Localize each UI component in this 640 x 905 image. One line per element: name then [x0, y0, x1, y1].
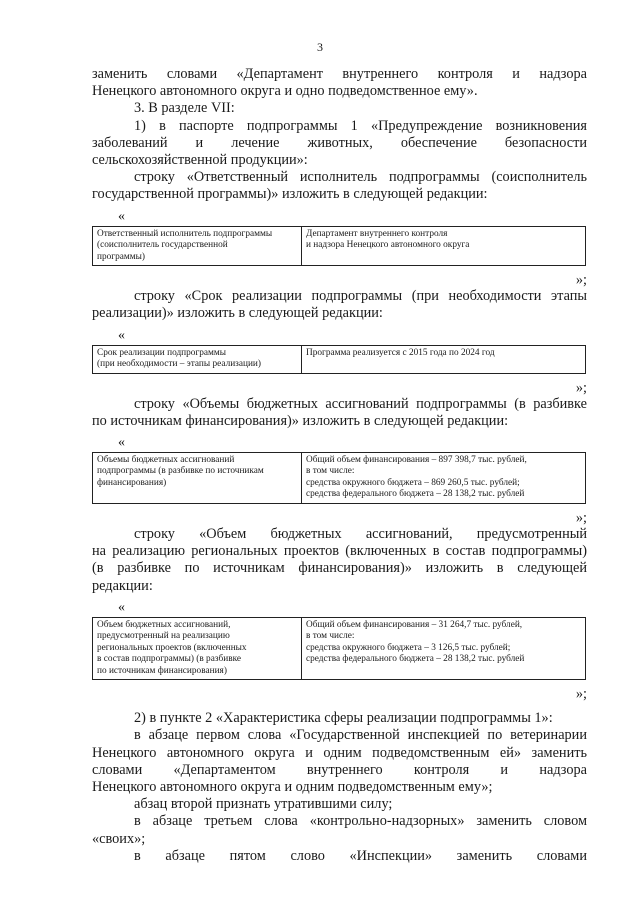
cell-line: Срок реализации подпрограммы: [97, 347, 227, 358]
cell-line: средства окружного бюджета – 869 260,5 тыс. рублей;: [306, 477, 520, 488]
text-line: 2) в пункте 2 «Характеристика сферы реализации подпрограммы 1»:: [134, 710, 553, 727]
text-line: абзац второй признать утратившими силу;: [134, 796, 393, 813]
text-line: строку «Объемы бюджетных ассигнований подпрограммы (в разбивке: [134, 395, 587, 412]
opening-quote: «: [118, 327, 125, 343]
table-cell-right: [302, 452, 586, 503]
table-responsible-executor: [92, 226, 586, 267]
cell-line: в том числе:: [306, 466, 355, 477]
cell-line: (при необходимости – этапы реализации): [97, 359, 261, 370]
table-implementation-period: [92, 345, 586, 374]
text-line: строку «Объем бюджетных ассигнований, предусмотренный: [134, 525, 587, 542]
text-line: строку «Ответственный исполнитель подпрограммы (соисполнитель: [134, 169, 587, 186]
cell-line: Объем бюджетных ассигнований,: [97, 619, 231, 630]
text-line: на реализацию региональных проектов (включенных в состав подпрограммы): [92, 543, 587, 560]
text-line: 3. В разделе VII:: [134, 100, 235, 117]
text-line: в абзаце пятом слово «Инспекции» заменить словами: [134, 847, 587, 864]
cell-line: финансирования): [97, 477, 167, 488]
opening-quote: «: [118, 208, 125, 224]
cell-line: средства федерального бюджета – 28 138,2 тыс. рублей: [306, 654, 525, 665]
cell-line: Департамент внутреннего контроля: [306, 228, 448, 239]
text-line: редакции:: [92, 577, 153, 594]
text-line: реализации)» изложить в следующей редакции:: [92, 305, 383, 322]
cell-line: Объемы бюджетных ассигнований: [97, 454, 235, 465]
text-line: заменить словами «Департамент внутреннего контроля и надзора: [92, 66, 587, 82]
table-cell-right: [302, 226, 586, 266]
cell-line: средства федерального бюджета – 28 138,2 тыс. рублей: [306, 489, 525, 500]
table-cell-right: [302, 617, 586, 680]
cell-line: региональных проектов (включенных: [97, 642, 247, 653]
text-line: государственной программы)» изложить в следующей редакции:: [92, 186, 488, 203]
text-line: строку «Срок реализации подпрограммы (при необходимости этапы: [134, 288, 587, 305]
cell-line: предусмотренный на реализацию: [97, 631, 230, 642]
cell-line: и надзора Ненецкого автономного округа: [306, 240, 470, 251]
text-line: Ненецкого автономного округа и одно подведомственное ему».: [92, 83, 478, 100]
document-body: [92, 66, 587, 865]
table-cell-right: [302, 345, 586, 373]
cell-line: в том числе:: [306, 631, 355, 642]
text-line: (в разбивке по источникам финансирования)» изложить в следующей: [92, 560, 587, 577]
table-budget-allocations: [92, 452, 586, 504]
text-line: в абзаце третьем слова «контрольно-надзорных» заменить словом: [134, 813, 587, 830]
text-line: «своих»;: [92, 830, 146, 847]
opening-quote: «: [118, 599, 125, 615]
cell-line: подпрограммы (в разбивке по источникам: [97, 466, 264, 477]
cell-line: средства окружного бюджета – 3 126,5 тыс. рублей;: [306, 642, 511, 653]
cell-line: (соисполнитель государственной: [97, 240, 228, 251]
cell-line: Программа реализуется с 2015 года по 2024 год: [306, 347, 495, 358]
text-line: в абзаце первом слова «Государственной инспекцией по ветеринарии: [134, 727, 587, 744]
table-cell-left: [93, 617, 302, 680]
opening-quote: «: [118, 434, 125, 450]
closing-quote: »;: [575, 686, 587, 703]
cell-line: Общий объем финансирования – 31 264,7 тыс. рублей,: [306, 619, 523, 630]
text-line: Ненецкого автономного округа и одним подведомственным ему»;: [92, 779, 493, 796]
cell-line: в состав подпрограммы) (в разбивке: [97, 654, 242, 665]
text-line: заболеваний и лечение животных, обеспечение безопасности: [92, 134, 587, 151]
closing-quote: »;: [575, 272, 587, 289]
text-line: 1) в паспорте подпрограммы 1 «Предупреждение возникновения: [134, 117, 587, 134]
table-cell-left: [93, 345, 302, 373]
text-line: сельскохозяйственной продукции»:: [92, 152, 308, 169]
table-cell-left: [93, 226, 302, 266]
text-line: по источникам финансирования)» изложить в следующей редакции:: [92, 412, 509, 429]
text-line: словами «Департаментом внутреннего контроля и надзора: [92, 761, 587, 778]
text-line: Ненецкого автономного округа и одним подведомственным ей» заменить: [92, 744, 587, 761]
table-regional-projects-budget: [92, 617, 586, 681]
table-cell-left: [93, 452, 302, 503]
cell-line: программы): [97, 251, 145, 262]
closing-quote: »;: [575, 379, 587, 396]
cell-line: Общий объем финансирования – 897 398,7 тыс. рублей,: [306, 454, 527, 465]
cell-line: по источникам финансирования): [97, 665, 227, 676]
closing-quote: »;: [575, 509, 587, 526]
page-number: 3: [317, 40, 323, 54]
cell-line: Ответственный исполнитель подпрограммы: [97, 228, 273, 239]
